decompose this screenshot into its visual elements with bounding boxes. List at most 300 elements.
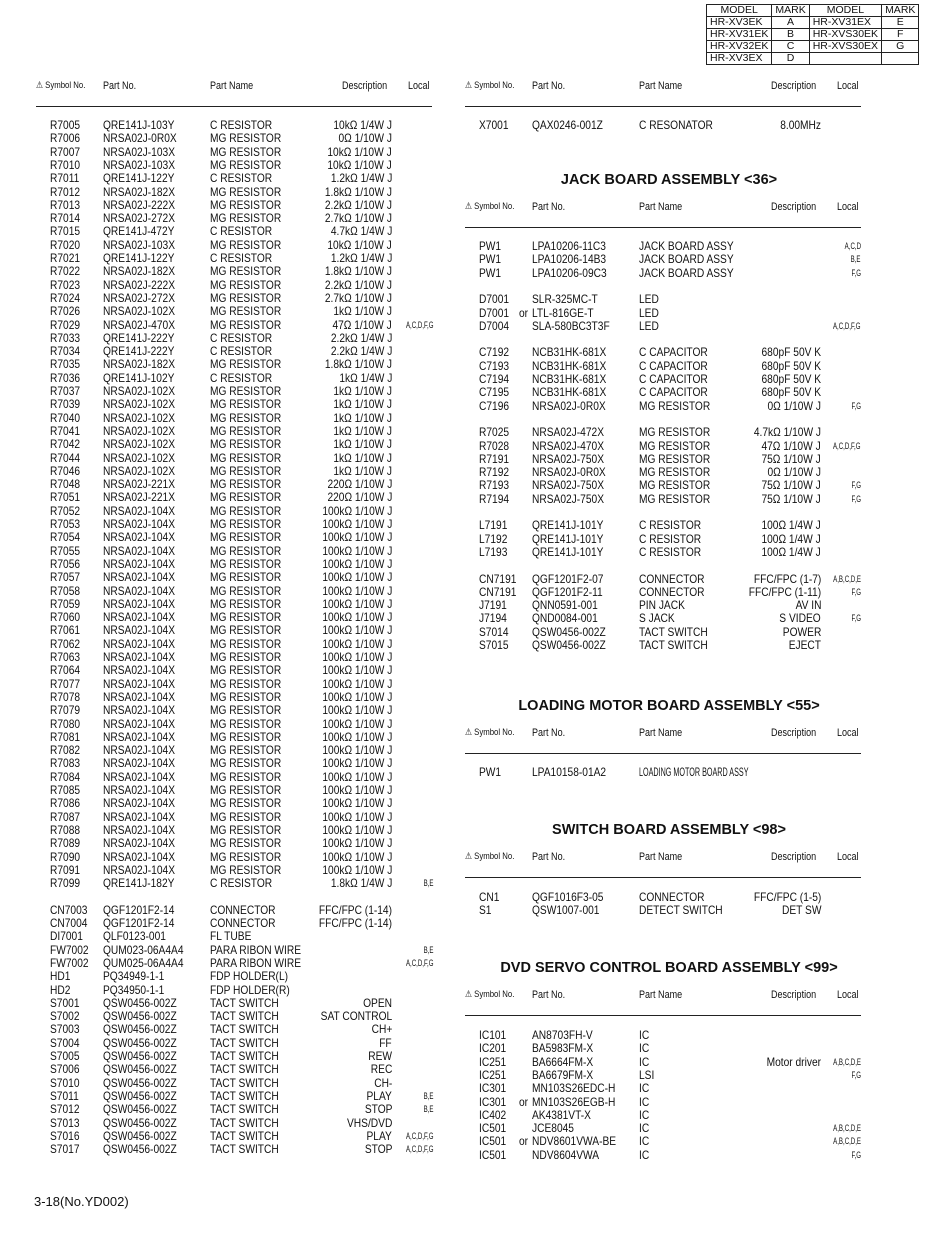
description: 100kΩ 1/10W J [322,809,392,824]
parts-row [36,1077,436,1090]
parts-row [36,159,436,172]
part-no: LPA10158-01A2 [532,765,607,779]
part-no: QUM023-06A4A4 [103,942,184,957]
parts-row [465,1029,865,1042]
header-rule [465,227,861,228]
part-name: MG RESISTOR [210,650,282,664]
part-no: QSW0456-002Z [532,624,606,639]
model-name: HR-XV32EK [707,41,772,53]
parts-row [36,571,436,584]
part-no: NRSA02J-104X [103,623,176,638]
part-no: NRSA02J-104X [103,543,176,558]
part-name: IC [639,1094,650,1109]
model-mark: A [772,17,809,29]
column-header-local: Local [837,727,859,739]
part-name: PIN JACK [639,598,685,613]
part-name: MG RESISTOR [639,398,711,413]
description: 100kΩ 1/10W J [322,783,392,797]
description: 47Ω 1/10W J [332,317,392,332]
part-name: MG RESISTOR [210,157,282,172]
parts-row [465,307,865,320]
model-table-heading: MARK [882,5,919,17]
model-table-row [707,53,919,65]
part-name: C CAPACITOR [639,372,708,386]
part-no: NRSA02J-104X [103,862,176,877]
description: 100kΩ 1/10W J [322,543,392,558]
symbol-no: X7001 [479,118,509,132]
symbol-no: R7056 [50,556,81,571]
model-name: HR-XV3EX [707,53,772,65]
part-no: NRSA02J-104X [103,836,176,851]
parts-row [36,624,436,637]
symbol-no: R7191 [479,451,510,466]
parts-row [36,531,436,544]
symbol-no: PW1 [479,239,502,253]
parts-row [465,599,865,612]
symbol-no: IC101 [479,1028,507,1042]
part-name: TACT SWITCH [210,1128,279,1143]
part-no: QSW0456-002Z [103,1075,177,1090]
description: 100kΩ 1/10W J [322,676,392,691]
part-name: TACT SWITCH [210,1075,279,1090]
description: 100kΩ 1/10W J [322,517,392,531]
part-no: NRSA02J-104X [103,530,176,545]
description: 47Ω 1/10W J [761,438,821,453]
local-codes: A,C,D,F,G [833,440,861,451]
parts-row [36,997,436,1010]
parts-row [36,837,436,850]
header-rule [465,106,861,107]
parts-row [36,611,436,624]
part-no: NRSA02J-0R0X [103,131,177,146]
part-no: NRSA02J-104X [103,596,176,611]
symbol-no: R7014 [50,211,81,226]
description: 100kΩ 1/10W J [322,796,392,811]
symbol-no: R7059 [50,596,81,611]
part-no: NRSA02J-104X [103,676,176,691]
symbol-no: S7010 [50,1075,80,1090]
part-name: PARA RIBON WIRE [210,942,302,957]
local-codes: B,E [424,1090,434,1101]
description: AV IN [795,598,821,613]
symbol-no: IC501 [479,1147,507,1162]
parts-row [36,345,436,358]
part-no: QSW0456-002Z [103,1128,177,1143]
symbol-no: L7193 [479,544,508,559]
part-no: QUM025-06A4A4 [103,955,184,970]
header-rule [465,753,861,754]
part-no: NRSA02J-104X [103,517,176,531]
parts-row [36,704,436,717]
parts-row [36,1130,436,1143]
part-no: NRSA02J-182X [103,357,176,372]
model-mark: F [882,29,919,41]
description: S VIDEO [779,611,821,626]
parts-row [36,212,436,225]
part-name: MG RESISTOR [210,503,282,518]
symbol-no: R7099 [50,876,81,891]
parts-row [465,573,865,586]
part-no: QNN0591-001 [532,598,598,613]
part-no: QRE141J-101Y [532,518,604,533]
parts-row [36,1050,436,1063]
parts-row [36,545,436,558]
parts-row [465,346,865,359]
symbol-no: HD2 [50,982,71,997]
part-name: CONNECTOR [639,890,705,904]
symbol-no: R7023 [50,277,81,292]
description: 1kΩ 1/10W J [333,304,392,319]
part-name: PARA RIBON WIRE [210,955,302,970]
parts-row [465,1082,865,1095]
part-name: MG RESISTOR [210,716,282,731]
description: DET SW [781,903,821,918]
symbol-no: J7191 [479,598,507,613]
description: 100kΩ 1/10W J [322,862,392,877]
part-name: IC [639,1041,650,1056]
section-title: DVD SERVO CONTROL BOARD ASSEMBLY <99> [500,960,838,976]
local-codes: A,B,C,D,E [833,1136,861,1147]
alternate-or: or [519,305,529,320]
description: 100kΩ 1/10W J [322,650,392,664]
part-name: MG RESISTOR [210,290,282,305]
symbol-no: CN7004 [50,916,88,930]
column-header-description: Description [771,851,817,863]
symbol-no: IC251 [479,1067,507,1082]
local-codes: B,E [424,1104,434,1115]
part-name: TACT SWITCH [639,624,708,639]
part-name: MG RESISTOR [210,477,282,492]
column-header-description: Description [771,727,817,739]
model-table-header [707,5,919,17]
description: 100kΩ 1/10W J [322,743,392,758]
parts-row [465,440,865,453]
part-name: C RESISTOR [210,171,273,186]
parts-row [465,267,865,280]
part-no: PQ34950-1-1 [103,982,165,997]
part-no: NRSA02J-221X [103,477,176,492]
description: 1kΩ 1/10W J [333,463,392,478]
part-name: TACT SWITCH [210,995,279,1010]
part-name: MG RESISTOR [210,317,282,332]
part-no: NRSA02J-182X [103,264,176,279]
symbol-no: C7193 [479,358,510,373]
symbol-no: S7003 [50,1022,80,1037]
part-name: MG RESISTOR [210,809,282,824]
part-no: NRSA02J-0R0X [532,398,606,413]
part-no: SLA-580BC3T3F [532,318,610,333]
part-no: NRSA02J-104X [103,503,176,518]
part-no: NCB31HK-681X [532,358,607,373]
symbol-no: IC402 [479,1107,507,1122]
column-header-symbol: ⚠ Symbol No. [465,989,515,1000]
model-mark: B [772,29,809,41]
column-header-local: Local [837,851,859,863]
local-codes: F,G [851,493,861,504]
local-codes: A,C,D,F,G [406,1144,434,1155]
part-name: C RESONATOR [639,118,713,132]
description: FFC/FPC (1-5) [753,890,821,904]
parts-row [36,558,436,571]
description: 100kΩ 1/10W J [322,583,392,598]
part-name: C RESISTOR [210,251,273,265]
symbol-no: CN7191 [479,571,517,586]
symbol-no: R7083 [50,756,81,771]
description: 100kΩ 1/10W J [322,596,392,611]
part-name: MG RESISTOR [210,570,282,585]
description: 75Ω 1/10W J [761,478,821,493]
part-no: NRSA02J-221X [103,490,176,505]
symbol-no: R7020 [50,237,81,252]
part-name: MG RESISTOR [639,425,711,440]
parts-row [465,533,865,546]
part-name: C CAPACITOR [639,345,708,360]
parts-row [36,851,436,864]
model-name: HR-XVS30EK [809,29,881,41]
symbol-no: R7048 [50,477,81,492]
column-header-symbol: ⚠ Symbol No. [36,80,86,91]
part-no: QSW0456-002Z [532,638,606,652]
parts-row [36,877,436,890]
part-name: FDP HOLDER(L) [210,969,289,984]
parts-row [36,984,436,997]
part-name: MG RESISTOR [210,277,282,292]
description: 75Ω 1/10W J [761,451,821,466]
part-name: FL TUBE [210,929,252,944]
description: POWER [782,624,821,639]
local-codes: F,G [851,1149,861,1160]
description: FFC/FPC (1-11) [748,584,821,599]
local-codes: F,G [851,1069,861,1080]
symbol-no: S7004 [50,1035,80,1050]
part-name: MG RESISTOR [210,756,282,771]
column-header-symbol: ⚠ Symbol No. [465,851,515,862]
part-name: C RESISTOR [639,531,702,546]
model-table [706,4,919,65]
part-name: C CAPACITOR [639,385,708,400]
symbol-no: R7033 [50,330,81,345]
part-name: MG RESISTOR [639,438,711,453]
parts-row [36,385,436,398]
part-no: NRSA02J-102X [103,397,176,412]
part-no: QSW0456-002Z [103,1102,177,1117]
symbol-no: R7192 [479,465,510,480]
parts-row [465,466,865,479]
parts-row [465,1122,865,1135]
parts-row [465,386,865,399]
part-no: BA5983FM-X [532,1041,594,1056]
local-codes: A,C,D,F,G [833,320,861,331]
parts-row [36,491,436,504]
part-name: IC [639,1028,650,1042]
symbol-no: R7036 [50,370,81,385]
part-name: IC [639,1107,650,1122]
part-name: IC [639,1121,650,1136]
description: 680pF 50V K [761,372,821,386]
description: 1kΩ 1/10W J [333,410,392,425]
symbol-no: R7053 [50,517,81,531]
description: 2.7kΩ 1/10W J [324,211,392,226]
local-codes: A,C,D [844,241,861,251]
part-name: MG RESISTOR [210,836,282,851]
description: FF [379,1035,392,1050]
part-no: NRSA02J-104X [103,636,176,651]
description: VHS/DVD [346,1115,392,1130]
column-header-part-no: Part No. [103,80,137,92]
part-name: MG RESISTOR [639,491,711,506]
column-header-part-no: Part No. [532,201,566,213]
column-header-part-name: Part Name [639,727,683,739]
symbol-no: S7001 [50,995,80,1010]
symbol-no: R7035 [50,357,81,372]
parts-row [36,438,436,451]
parts-row [465,373,865,386]
local-codes: A,C,D,F,G [406,1130,434,1141]
part-no: LTL-816GE-T [532,305,594,320]
description: 100kΩ 1/10W J [322,716,392,731]
symbol-no: R7089 [50,836,81,851]
parts-row [465,546,865,559]
parts-row [36,1023,436,1036]
column-header-part-no: Part No. [532,80,566,92]
part-name: TACT SWITCH [639,638,708,652]
part-no: MN103S26EGB-H [532,1094,616,1109]
model-mark: C [772,41,809,53]
description: PLAY [366,1128,392,1143]
part-no: NRSA02J-103X [103,144,176,159]
column-header-symbol: ⚠ Symbol No. [465,727,515,738]
part-no: NCB31HK-681X [532,385,607,400]
part-name: MG RESISTOR [210,743,282,758]
column-header-part-name: Part Name [639,851,683,863]
symbol-no: S7013 [50,1115,80,1130]
local-codes: A,B,C,D,E [833,573,861,584]
part-name: MG RESISTOR [210,596,282,611]
part-name: MG RESISTOR [210,264,282,279]
parts-row [36,239,436,252]
part-no: NRSA02J-750X [532,451,605,466]
parts-row [36,757,436,770]
parts-row [465,891,865,904]
header-rule [465,1015,861,1016]
part-no: QSW0456-002Z [103,1049,177,1063]
description: 100kΩ 1/10W J [322,610,392,625]
symbol-no: S7011 [50,1088,79,1103]
symbol-no: S1 [479,903,492,918]
symbol-no: R7055 [50,543,81,558]
model-table-heading: MODEL [707,5,772,17]
part-no: LPA10206-14B3 [532,252,607,267]
parts-row [465,426,865,439]
part-no: JCE8045 [532,1121,574,1136]
parts-row [465,119,865,132]
description: 4.7kΩ 1/4W J [330,224,392,239]
parts-row [36,332,436,345]
part-no: QSW0456-002Z [103,1142,177,1157]
parts-row [36,265,436,278]
parts-row [36,1010,436,1023]
description: 680pF 50V K [761,385,821,400]
symbol-no: R7041 [50,423,81,438]
part-name: MG RESISTOR [210,530,282,545]
description: 100kΩ 1/10W J [322,623,392,638]
description: 1.8kΩ 1/10W J [324,264,392,279]
symbol-no: R7061 [50,623,81,638]
parts-row [465,1135,865,1148]
symbol-no: DI7001 [50,929,83,944]
symbol-no: R7044 [50,450,81,465]
description: SAT CONTROL [320,1009,392,1024]
parts-row [36,1103,436,1116]
parts-row [465,766,865,779]
parts-row [36,186,436,199]
parts-row [36,1143,436,1156]
description: 2.2kΩ 1/4W J [330,344,392,359]
symbol-no: R7022 [50,264,81,279]
parts-row [465,1109,865,1122]
part-name: IC [639,1147,650,1162]
symbol-no: R7006 [50,131,81,146]
part-no: QSW1007-001 [532,903,600,918]
section-title: SWITCH BOARD ASSEMBLY <98> [552,822,786,838]
part-name: MG RESISTOR [210,849,282,864]
symbol-no: R7079 [50,703,81,718]
part-no: NDV8604VWA [532,1147,600,1162]
part-name: IC [639,1134,650,1149]
part-name: MG RESISTOR [639,478,711,493]
part-name: MG RESISTOR [210,583,282,598]
model-mark: D [772,53,809,65]
part-name: LED [639,305,659,320]
model-name [809,53,881,65]
part-name: C RESISTOR [210,344,273,359]
description: FFC/FPC (1-7) [753,571,821,586]
description: 100kΩ 1/10W J [322,756,392,771]
symbol-no: R7085 [50,783,81,797]
symbol-no: R7051 [50,490,81,505]
parts-row [36,930,436,943]
column-header-part-name: Part Name [639,80,683,92]
alternate-or: or [519,1134,529,1149]
model-name: HR-XV3EK [707,17,772,29]
parts-row [465,612,865,625]
part-name: MG RESISTOR [210,517,282,531]
description: 100kΩ 1/10W J [322,570,392,585]
parts-row [36,598,436,611]
part-no: NRSA02J-104X [103,809,176,824]
model-table-heading: MODEL [809,5,881,17]
symbol-no: R7054 [50,530,81,545]
part-name: IC [639,1081,650,1096]
column-header-part-name: Part Name [639,989,683,1001]
description: FFC/FPC (1-14) [318,902,392,917]
description: 10kΩ 1/10W J [327,157,392,172]
parts-row [36,771,436,784]
local-codes: A,C,D,F,G [406,957,434,968]
part-no: QAX0246-001Z [532,118,603,132]
description: 0Ω 1/10W J [338,131,392,146]
parts-row [36,199,436,212]
part-name: MG RESISTOR [210,450,282,465]
local-codes: A,B,C,D,E [833,1056,861,1067]
description: 100kΩ 1/10W J [322,729,392,744]
symbol-no: R7077 [50,676,81,691]
description: 8.00MHz [780,118,821,132]
symbol-no: R7034 [50,344,81,359]
part-name: MG RESISTOR [210,437,282,452]
symbol-no: R7060 [50,610,81,625]
description: 100kΩ 1/10W J [322,556,392,571]
